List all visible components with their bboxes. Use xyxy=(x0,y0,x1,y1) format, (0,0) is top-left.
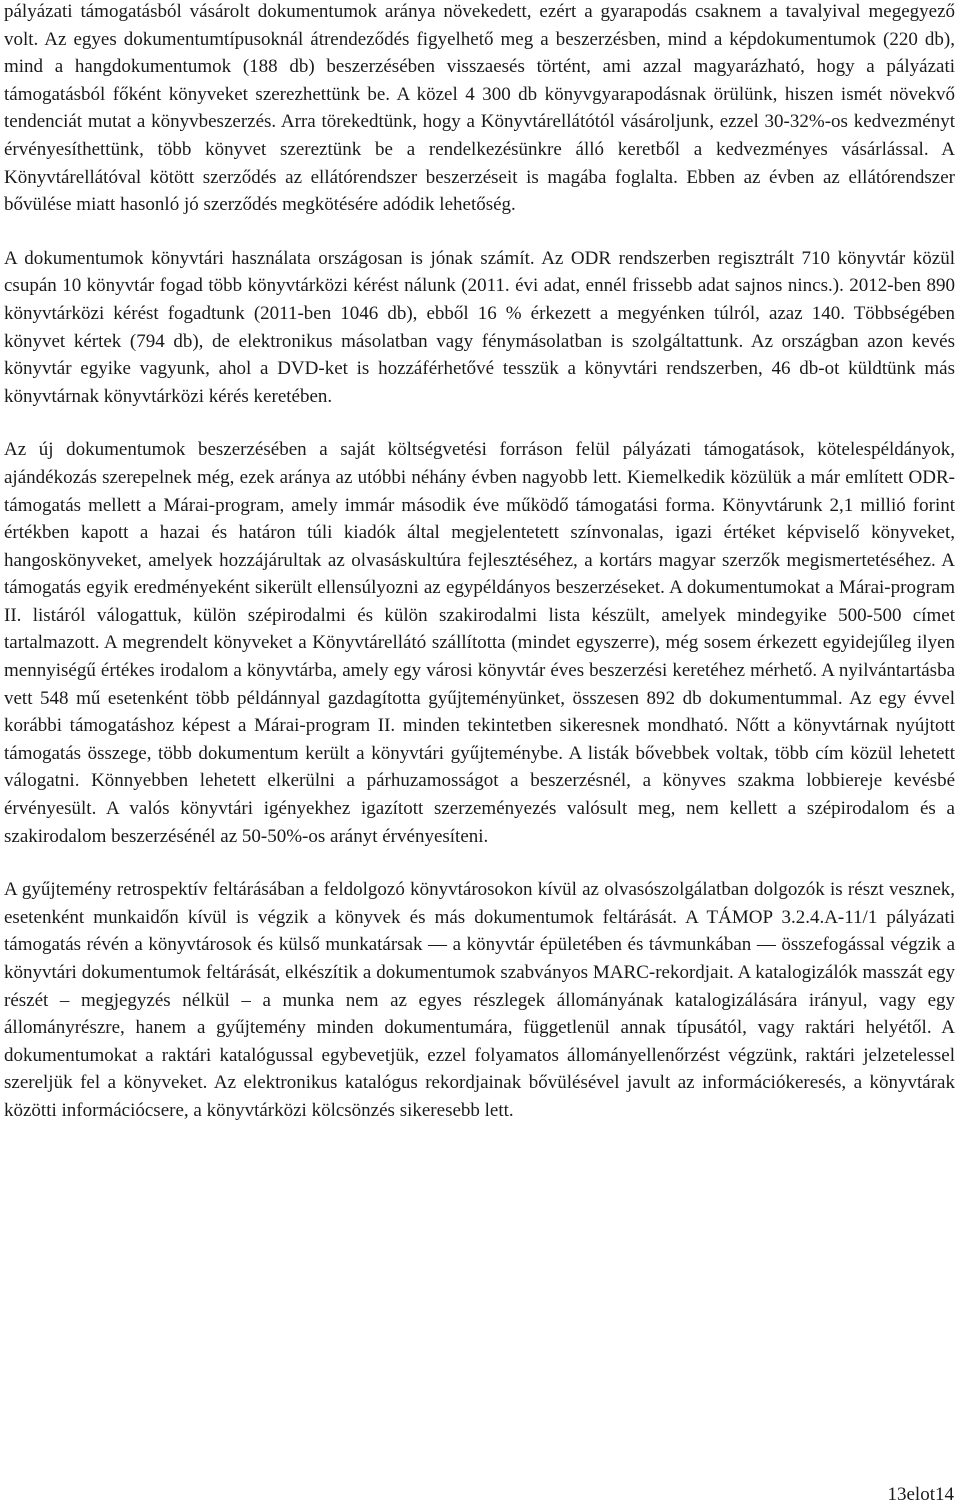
paragraph-retrospective-cataloguing: A gyűjtemény retrospektív feltárásában a feldolgozó könyvtárosokon kívül az olvasószolgálatban dolgozók is részt vesznek, esetenként munkaidőn kívül is végzik a könyvek és más dokumentumok feltárását. A TÁMOP 3.2.4.A-11/1 pályázati támogatás révén a könyvtárosok és külső munkatársak — a könyvtár épületében és távmunkában — összefogással végzik a könyvtári dokumentumok feltárását, elkészítik a dokumentumok szabványos MARC-rekordjait. A katalogizálók masszát egy részét – megjegyzés nélkül – a munka nem az egyes részlegek állományának katalogizálására irányul, vagy egy állományrészre, hanem a gyűjtemény minden dokumentumára, függetlenül annak típusától, vagy raktári helyétől. A dokumentumokat a raktári katalógussal egybevetjük, ezzel folyamatos állományellenőrzést végzünk, raktári jelzetelessel szereljük fel a könyveket. Az elektronikus katalógus rekordjainak bővülésével javult az információkeresés, a könyvtárak közötti információcsere, a könyvtárközi kölcsönzés sikeresebb lett. xyxy=(4,879,955,1121)
paragraph-gap xyxy=(4,850,955,876)
paragraph-acquisition: pályázati támogatásból vásárolt dokumentumok aránya növekedett, ezért a gyarapodás csaknem a tavalyival megegyező volt. Az egyes dokumentumtípusoknál átrendeződés figyelhető meg a beszerzésben, mind a képdokumentumok (220 db), mind a hangdokumentumok (188 db) beszerzésében visszaesés történt, ami azzal magyarázható, hogy a pályázati támogatásból főként könyveket szerezhettünk be. A közel 4 300 db könyvgyarapodásnak örülünk, hiszen ismét növekvő tendenciát mutat a könyvbeszerzés. Arra törekedtünk, hogy a Könyvtárellátótól vásároljunk, ezzel 30-32%-os kedvezményt érvényesíthettünk, több könyvet szereztünk be a rendelkezésünkre álló keretből a kedvezményes vásárlással. A Könyvtárellátóval kötött szerződés az ellátórendszer beszerzéseit is magába foglalta. Ebben az évben az ellátórendszer bővülése miatt hasonló jó szerződés megkötésére adódik lehetőség. xyxy=(4,1,955,216)
page-number: 13elot14 xyxy=(887,1484,954,1505)
paragraph-gap xyxy=(4,219,955,245)
paragraph-new-documents: Az új dokumentumok beszerzésében a saját költségvetési forráson felül pályázati támogatások, kötelespéldányok, ajándékozás szerepelnek még, ezek aránya az utóbbi néhány évben nagyobb lett. Kiemelkedik közülük a már említett ODR-támogatás mellett a Márai-program, amely immár második éve működő támogatási forma. Könyvtárunk 2,1 millió forint értékben kapott a hazai és határon túli kiadók által megjelentetett színvonalas, igazi értéket képviselő könyveket, hangoskönyveket, amelyek hozzájárultak az olvasáskultúra fejlesztéséhez, a kortárs magyar szerzők megismertetéséhez. A támogatás egyik eredményeként sikerült ellensúlyozni az egypéldányos beszerzéseket. A dokumentumokat a Márai-program II. listáról válogattuk, külön szépirodalmi és külön szakirodalmi lista készült, amelyek mindegyike 500-500 címet tartalmazott. A megrendelt könyveket a Könyvtárellátó szállította (mindet egyszerre), még sosem érkezett egyidejűleg ilyen mennyiségű értékes irodalom a könyvtárba, amely egy városi könyvtár éves beszerzési keretéhez mérhető. A nyilvántartásba vett 548 mű esetenként több példánnyal gazdagította gyűjteményünket, összesen 892 db dokumentummal. Az egy évvel korábbi támogatáshoz képest a Márai-program II. minden tekintetben sikeresnek mondható. Nőtt a könyvtárnak nyújtott támogatás összege, több dokumentum került a könyvtári gyűjteménybe. A listák bővebbek voltak, több cím közül lehetett válogatni. Könnyebben lehetett elkerülni a párhuzamosságot a beszerzésnél, a könyves szakma lobbiereje kevésbé érvényesült. A valós könyvtári igényekhez igazított szerzeményezés valósult meg, nem kellett a szépirodalom és a szakirodalom beszerzésénél az 50-50%-os arányt érvényesíteni. xyxy=(4,439,955,847)
document-page xyxy=(4,0,955,1125)
paragraph-library-usage: A dokumentumok könyvtári használata országosan is jónak számít. Az ODR rendszerben regisztrált 710 könyvtár közül csupán 10 könyvtár fogad több könyvtárközi kérést nálunk (2011. évi adat, ennél frissebb adat sajnos nincs.). 2012-ben 890 könyvtárközi kérést fogadtunk (2011-ben 1046 db), ebből 16 % érkezett a megyénken túlról, azaz 140. Többségében könyvet kértek (794 db), de elektronikus másolatban vagy fénymásolatban is szolgáltattunk. Az országban azon kevés könyvtár egyike vagyunk, ahol a DVD-ket is hozzáférhetővé tesszük a könyvtári rendszerben, 46 db-ot küldtünk más könyvtárnak könyvtárközi kérés keretében. xyxy=(4,247,955,407)
paragraph-gap xyxy=(4,410,955,436)
